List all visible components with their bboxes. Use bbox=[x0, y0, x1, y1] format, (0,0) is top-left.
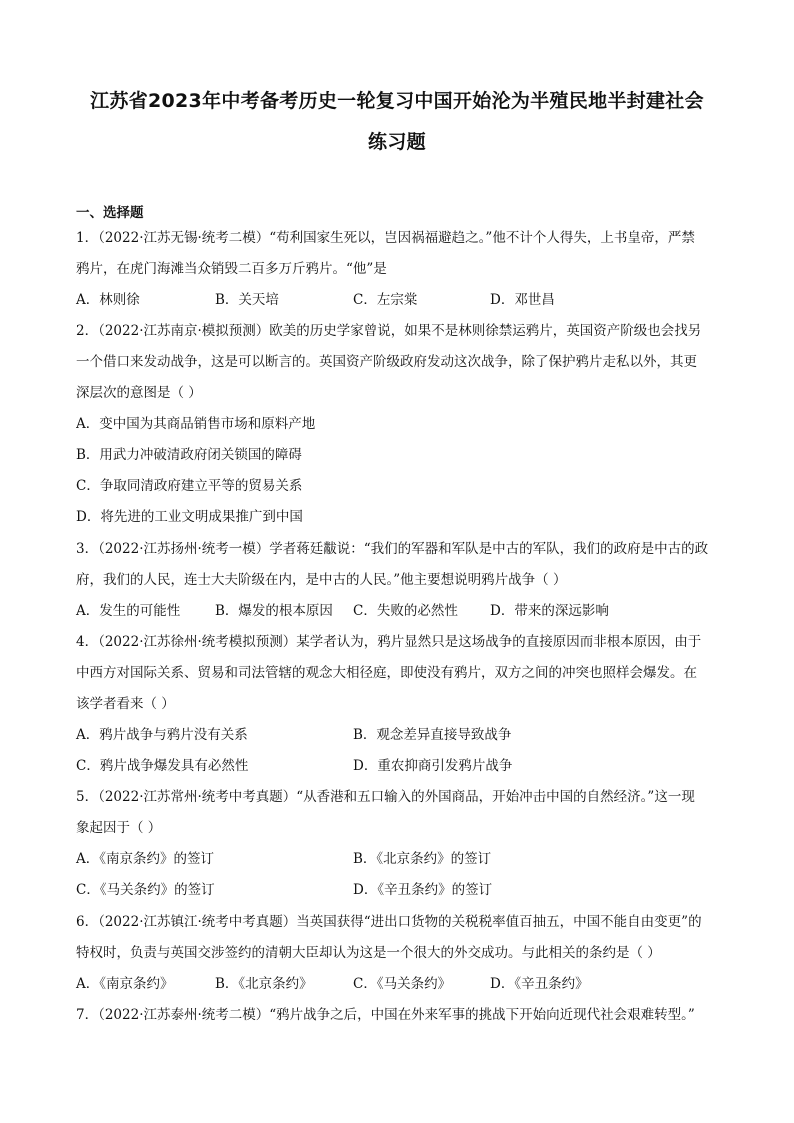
question-1-line-2: 鸦片，在虎门海滩当众销毁二百多万斤鸦片。“他”是 bbox=[76, 261, 387, 277]
question-2-line-3: 深层次的意图是（ ） bbox=[76, 385, 202, 401]
question-6-line-1: 6．（2022·江苏镇江·统考中考真题）当英国获得“进出口货物的关税税率值百抽五，中国不能自由变更”的 bbox=[76, 914, 702, 930]
question-4-line-1: 4．（2022·江苏徐州·统考模拟预测）某学者认为，鸦片显然只是这场战争的直接原因而非根本原因，由于 bbox=[76, 634, 702, 650]
question-7-line-1: 7．（2022·江苏泰州·统考二模）“鸦片战争之后，中国在外来军事的挑战下开始向近现代社会艰难转型。” bbox=[76, 1007, 695, 1023]
question-1-option-b[interactable]: B．关天培 bbox=[215, 292, 279, 308]
question-1-line-1: 1．（2022·江苏无锡·统考二模）“苟利国家生死以，岂因祸福避趋之。”他不计个人得失，上书皇帝，严禁 bbox=[76, 230, 695, 246]
question-4-option-c[interactable]: C．鸦片战争爆发具有必然性 bbox=[76, 758, 249, 774]
question-2-option-a[interactable]: A．变中国为其商品销售市场和原料产地 bbox=[76, 416, 316, 432]
question-4-option-b[interactable]: B．观念差异直接导致战争 bbox=[353, 727, 512, 743]
question-4-line-2: 中西方对国际关系、贸易和司法管辖的观念大相径庭，即使没有鸦片，双方之间的冲突也照样会爆发。在 bbox=[76, 665, 697, 681]
question-3-option-a[interactable]: A．发生的可能性 bbox=[76, 603, 181, 619]
question-1-option-a[interactable]: A．林则徐 bbox=[76, 292, 140, 308]
question-3-option-d[interactable]: D．带来的深远影响 bbox=[490, 603, 609, 619]
question-5-line-2: 象起因于（ ） bbox=[76, 820, 162, 836]
question-2-option-c[interactable]: C．争取同清政府建立平等的贸易关系 bbox=[76, 478, 303, 494]
question-5-line-1: 5．（2022·江苏常州·统考中考真题）“从香港和五口输入的外国商品，开始冲击中国的自然经济。”这一现 bbox=[76, 789, 695, 805]
section-heading: 一、选择题 bbox=[76, 205, 144, 221]
question-2-line-2: 一个借口来发动战争，这是可以断言的。英国资产阶级政府发动这次战争，除了保护鸦片走私以外，其更 bbox=[76, 354, 697, 370]
question-1-option-c[interactable]: C．左宗棠 bbox=[353, 292, 418, 308]
question-6-option-b[interactable]: B．《北京条约》 bbox=[215, 976, 313, 992]
question-4-option-a[interactable]: A．鸦片战争与鸦片没有关系 bbox=[76, 727, 248, 743]
question-3-line-1: 3．（2022·江苏扬州·统考一模）学者蒋廷黻说：“我们的军器和军队是中古的军队，我们的政府是中古的政 bbox=[76, 541, 709, 557]
question-4-option-d[interactable]: D．重农抑商引发鸦片战争 bbox=[353, 758, 513, 774]
question-2-option-b[interactable]: B．用武力冲破清政府闭关锁国的障碍 bbox=[76, 447, 302, 463]
question-5-option-a[interactable]: A．《南京条约》的签订 bbox=[76, 851, 214, 867]
question-6-option-a[interactable]: A．《南京条约》 bbox=[76, 976, 174, 992]
document-title-line-1: 江苏省2023年中考备考历史一轮复习中国开始沦为半殖民地半封建社会 bbox=[90, 90, 704, 112]
question-2-line-1: 2．（2022·江苏南京·模拟预测）欧美的历史学家曾说，如果不是林则徐禁运鸦片，英国资产阶级也会找另 bbox=[76, 323, 702, 339]
question-3-line-2: 府，我们的人民，连士大夫阶级在内，是中古的人民。”他主要想说明鸦片战争（ ） bbox=[76, 572, 567, 588]
question-6-option-d[interactable]: D．《辛丑条约》 bbox=[490, 976, 589, 992]
question-5-option-c[interactable]: C．《马关条约》的签订 bbox=[76, 882, 215, 898]
document-title-line-2: 练习题 bbox=[368, 131, 426, 153]
question-5-option-d[interactable]: D．《辛丑条约》的签订 bbox=[353, 882, 493, 898]
question-2-option-d[interactable]: D．将先进的工业文明成果推广到中国 bbox=[76, 509, 303, 525]
question-4-line-3: 该学者看来（ ） bbox=[76, 696, 175, 712]
question-1-option-d[interactable]: D．邓世昌 bbox=[490, 292, 555, 308]
question-3-option-c[interactable]: C．失败的必然性 bbox=[353, 603, 458, 619]
question-6-line-2: 特权时，负责与英国交涉签约的清朝大臣却认为这是一个很大的外交成功。与此相关的条约是（ ） bbox=[76, 945, 661, 961]
question-3-option-b[interactable]: B．爆发的根本原因 bbox=[215, 603, 333, 619]
question-5-option-b[interactable]: B．《北京条约》的签订 bbox=[353, 851, 492, 867]
question-6-option-c[interactable]: C．《马关条约》 bbox=[353, 976, 452, 992]
